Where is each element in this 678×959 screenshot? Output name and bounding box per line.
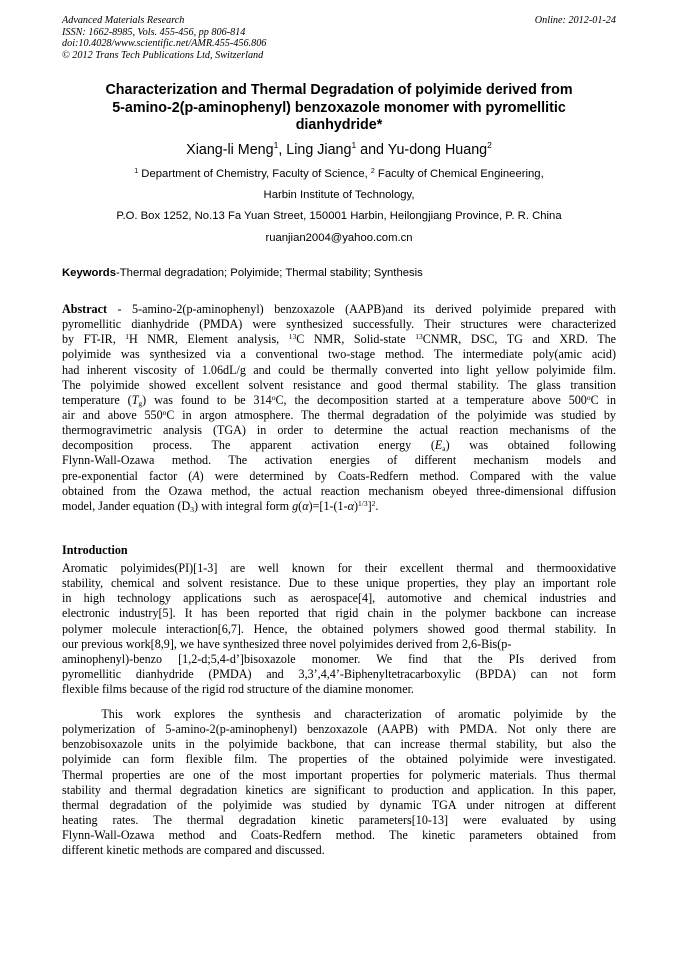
abstract-line	[62, 438, 616, 453]
abstract-text: )=[1-(1-	[308, 498, 348, 513]
abstract-text: C, the decomposition started at a temperature above 500	[275, 392, 587, 407]
copyright-line: © 2012 Trans Tech Publications Ltd, Switzerland	[62, 49, 264, 61]
superscript: o	[586, 392, 591, 402]
paragraph-line: electronic industry[5]. It has been reported that rigid chain in the polymer backbone can increase	[62, 606, 616, 621]
abstract-text: ) was obtained following	[445, 438, 616, 453]
subscript: 3	[190, 504, 195, 514]
affil-text: Department of Chemistry, Faculty of Science,	[138, 168, 371, 180]
title-line: Characterization and Thermal Degradation of polyimide derived from	[105, 82, 573, 98]
paragraph-line: Aromatic polyimides(PI)[1-3] are well known for their excellent thermal and thermooxidative	[62, 561, 616, 575]
abstract-label: Abstract	[62, 302, 108, 316]
abstract-line: thermogravimetric analysis (TGA) in order to determine the actual reaction mechanisms of the	[62, 423, 616, 438]
author-separator: and	[356, 142, 388, 158]
author-affil-mark: 1	[273, 140, 279, 150]
symbol: T	[131, 392, 139, 407]
introduction-paragraph-1	[62, 561, 616, 697]
author-name: Ling Jiang	[286, 142, 352, 158]
subscript: a	[442, 444, 446, 454]
paragraph-line: polymer molecule interaction[6,7]. Hence, the obtained polymers showed good thermal stability. In	[62, 621, 616, 636]
paragraph-line: Flynn-Wall-Ozawa method and Coats-Redfern method. The kinetic parameters obtained from	[62, 828, 616, 843]
superscript: 2	[371, 498, 376, 508]
abstract-text: H NMR, Element analysis,	[129, 332, 289, 347]
abstract-text: (	[298, 498, 303, 513]
abstract-text: C NMR, Solid-state	[296, 332, 416, 347]
paragraph-line: our previous work[8,9], we have synthesized three novel polyimides derived from 2,6-Bis(p-	[62, 636, 512, 651]
abstract-text: ) was found to be 314	[142, 392, 272, 407]
paragraph-line: different kinetic methods are compared and discussed.	[62, 843, 325, 858]
paragraph-line: flexible films because of the rigid rod structure of the diamine monomer.	[62, 682, 414, 697]
abstract-text: - 5-amino-2(p-aminophenyl) benzoxazole (AAPB)and its derived polyimide prepared with	[107, 302, 616, 316]
paragraph-line: benzobisoxazole units in the polyimide backbone, that can increase thermal stability, but also the	[62, 737, 616, 752]
paragraph-line: Thermal properties are one of the most important properties for polymeric materials. Thus thermal	[62, 767, 616, 782]
paper-title	[62, 82, 616, 135]
introduction-paragraph-2	[62, 707, 616, 858]
paragraph-line: stability, chemical and solvent resistance. Due to these unique properties, they play an important role	[62, 576, 616, 591]
abstract-text: air and above 550	[62, 407, 163, 422]
abstract-text: C in argon atmosphere. The thermal degradation of the polyimide was studied by	[166, 407, 616, 422]
author-name: Yu-dong Huang	[387, 142, 488, 158]
author-email: ruanjian2004@yahoo.com.cn	[265, 232, 413, 244]
author-separator: ,	[278, 142, 287, 158]
abstract-text: temperature (	[62, 392, 132, 407]
affil-mark: 2	[370, 168, 375, 175]
abstract-line: obtained from the Ozawa method, the actual reaction mechanism obeyed three-dimensional diffusion	[62, 483, 616, 498]
abstract-text: ) were determined by Coats-Redfern method. Compared with the value	[199, 468, 616, 483]
abstract-line: Flynn-Wall-Ozawa method. The activation energies of different mechanism models and	[62, 453, 616, 468]
abstract-line	[62, 408, 616, 423]
superscript: 13	[415, 332, 423, 342]
author-name: Xiang-li Meng	[186, 142, 274, 158]
paragraph-line: in high technology applications such as aerospace[4], automotive and chemical industries and	[62, 591, 616, 606]
superscript: o	[271, 392, 276, 402]
author-affil-mark: 2	[487, 140, 492, 150]
abstract-text: .	[375, 498, 379, 513]
symbol: A	[192, 468, 200, 483]
title-line: 5-amino-2(p-aminophenyl) benzoxazole monomer with pyromellitic	[112, 99, 566, 116]
paragraph-line: This work explores the synthesis and characterization of aromatic polyimide by the	[62, 707, 616, 721]
paragraph-line: heating rates. The thermal degradation kinetic parameters[10-13] were evaluated by using	[62, 812, 616, 827]
affil-mark: 1	[134, 168, 139, 175]
superscript: 1	[125, 332, 130, 342]
abstract	[62, 302, 616, 514]
abstract-line: polyimide was synthesized via a conventional two-stage method. The intermediate poly(amic acid)	[62, 347, 616, 362]
abstract-text: C in	[590, 392, 616, 407]
symbol: α	[302, 498, 309, 513]
subscript: g	[138, 398, 143, 408]
paragraph-line: pyromellitic dianhydride (PMDA) and 3,3’,4,4’-Biphenyltetracarboxylic (BPDA) can not form	[62, 666, 616, 681]
paragraph-line: stability and thermal degradation kinetics are significant to production and application. In this paper,	[62, 782, 616, 797]
journal-name: Advanced Materials Research	[62, 15, 185, 26]
abstract-line: The polyimide showed excellent solvent resistance and good thermal stability. The glass transition	[62, 377, 616, 392]
abstract-line: pyromellitic dianhydride (PMDA) were synthesized successfully. Their structures were characterized	[62, 317, 616, 332]
issn-line: ISSN: 1662-8985, Vols. 455-456, pp 806-814	[62, 26, 246, 38]
paragraph-line: aminophenyl)-benzo [1,2-d;5,4-d’]bisoxazole monomer. We find that the PIs derived from	[62, 651, 616, 666]
author-list	[62, 142, 616, 159]
author-affil-mark: 1	[351, 140, 357, 150]
symbol: g	[292, 498, 299, 513]
superscript: 1/3	[358, 498, 368, 508]
paragraph-line: polymerization of 5-amino-2(p-aminophenyl) benzoxazole (AAPB) with PMDA. Not only there are	[62, 722, 616, 737]
section-heading: Introduction	[62, 543, 128, 557]
online-date: Online: 2012-01-24	[534, 15, 616, 26]
abstract-text: CNMR, DSC, TG and XRD. The	[422, 332, 616, 347]
doi-line: doi:10.4028/www.scientific.net/AMR.455-456.806	[62, 38, 267, 49]
abstract-text: ]	[367, 498, 372, 513]
abstract-text: decomposition process. The apparent activation energy (	[62, 438, 435, 453]
keywords-text: -Thermal degradation; Polyimide; Thermal stability; Synthesis	[116, 267, 423, 279]
abstract-line	[62, 469, 616, 484]
abstract-line	[62, 393, 616, 408]
superscript: 13	[288, 332, 297, 342]
abstract-text: by FT-IR,	[62, 332, 126, 347]
paragraph-line: polyimide can form flexible film. The properties of the obtained polyimide were investigated.	[62, 752, 616, 767]
superscript: o	[162, 407, 167, 417]
journal-header	[62, 15, 616, 61]
abstract-text: pre-exponential factor (	[62, 468, 193, 483]
affil-text: Faculty of Chemical Engineering,	[374, 168, 544, 180]
affiliation-line-1	[62, 167, 616, 181]
symbol: α	[347, 498, 354, 513]
abstract-line	[62, 302, 616, 317]
abstract-text: ) with integral form	[194, 498, 293, 513]
abstract-text: model, Jander equation (D	[62, 498, 191, 513]
affiliation-line-2: Harbin Institute of Technology,	[263, 189, 415, 201]
affiliation-line-3: P.O. Box 1252, No.13 Fa Yuan Street, 150001 Harbin, Heilongjiang Province, P. R. China	[116, 210, 562, 222]
abstract-line: had inherent viscosity of 1.06dL/g and could be thermally converted into light yellow polyimide film.	[62, 362, 616, 377]
keywords-label: Keywords	[62, 267, 116, 279]
symbol: E	[434, 438, 443, 453]
abstract-line	[62, 332, 616, 347]
abstract-text: )	[353, 498, 359, 513]
keywords	[62, 266, 616, 280]
title-line: dianhydride*	[295, 117, 383, 134]
paragraph-line: thermal degradation of the polyimide was studied by dynamic TGA under nitrogen at different	[62, 797, 616, 812]
abstract-line	[62, 499, 616, 514]
